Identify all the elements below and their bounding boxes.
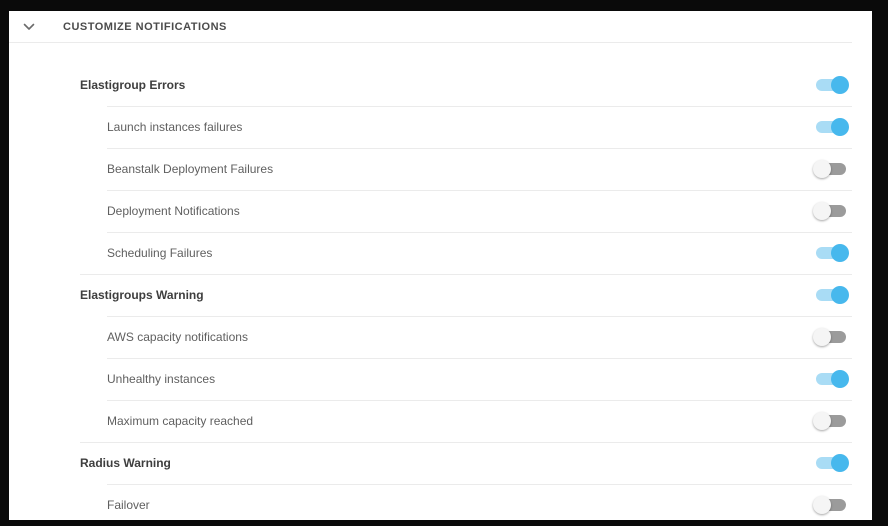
toggle-knob xyxy=(831,244,849,262)
row-label: Launch instances failures xyxy=(107,120,243,134)
toggle-knob xyxy=(831,76,849,94)
panel-title: CUSTOMIZE NOTIFICATIONS xyxy=(63,21,227,33)
toggle-switch[interactable] xyxy=(814,202,848,220)
panel-header xyxy=(9,11,872,43)
notification-row xyxy=(9,106,872,148)
toggle-switch[interactable] xyxy=(814,244,848,262)
row-label: AWS capacity notifications xyxy=(107,330,248,344)
toggle-switch[interactable] xyxy=(814,496,848,514)
notification-row xyxy=(9,64,872,106)
toggle-knob xyxy=(831,370,849,388)
row-label: Elastigroup Errors xyxy=(80,78,186,92)
notification-rows xyxy=(9,43,872,520)
toggle-switch[interactable] xyxy=(814,328,848,346)
row-label: Failover xyxy=(107,498,150,512)
toggle-switch[interactable] xyxy=(814,76,848,94)
row-label: Radius Warning xyxy=(80,456,171,470)
row-label: Beanstalk Deployment Failures xyxy=(107,162,274,176)
row-label: Unhealthy instances xyxy=(107,372,216,386)
row-label: Deployment Notifications xyxy=(107,204,240,218)
notification-row xyxy=(9,400,872,442)
customize-notifications-panel xyxy=(9,11,872,520)
toggle-knob xyxy=(831,118,849,136)
toggle-knob xyxy=(813,328,831,346)
row-label: Scheduling Failures xyxy=(107,246,213,260)
notification-row xyxy=(9,148,872,190)
toggle-switch[interactable] xyxy=(814,412,848,430)
toggle-switch[interactable] xyxy=(814,118,848,136)
notification-row xyxy=(9,190,872,232)
toggle-knob xyxy=(813,202,831,220)
notification-row xyxy=(9,484,872,520)
notification-row xyxy=(9,232,872,274)
toggle-knob xyxy=(813,160,831,178)
toggle-switch[interactable] xyxy=(814,370,848,388)
notification-row xyxy=(9,316,872,358)
chevron-down-icon[interactable] xyxy=(23,21,35,33)
notification-row xyxy=(9,442,872,484)
row-label: Maximum capacity reached xyxy=(107,414,254,428)
toggle-switch[interactable] xyxy=(814,454,848,472)
toggle-knob xyxy=(831,286,849,304)
row-label: Elastigroups Warning xyxy=(80,288,204,302)
notification-row xyxy=(9,274,872,316)
toggle-switch[interactable] xyxy=(814,286,848,304)
toggle-knob xyxy=(831,454,849,472)
toggle-knob xyxy=(813,412,831,430)
notification-row xyxy=(9,358,872,400)
toggle-switch[interactable] xyxy=(814,160,848,178)
toggle-knob xyxy=(813,496,831,514)
